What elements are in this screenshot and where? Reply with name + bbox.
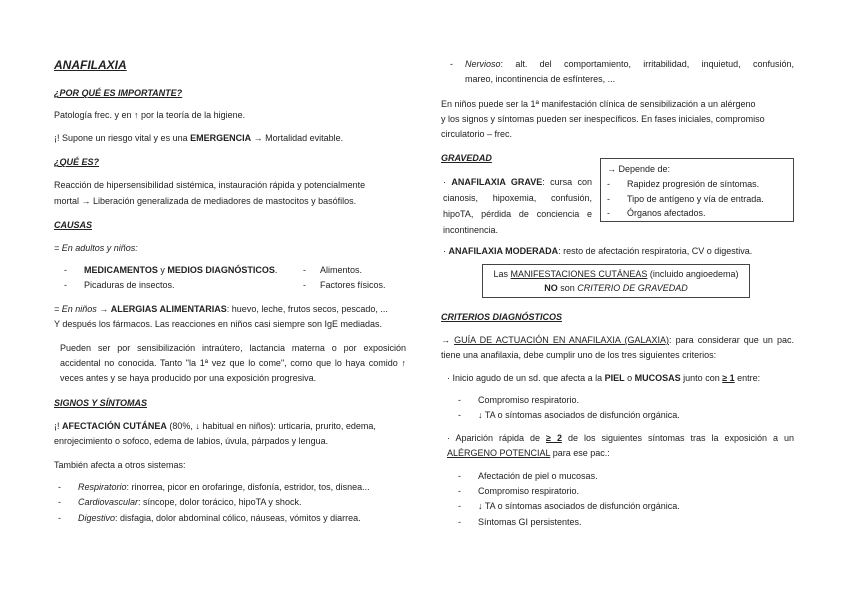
criterion-1: · Inicio agudo de un sd. que afecta a la PIEL o MUCOSAS junto con ≥ 1 entre: <box>447 373 761 383</box>
moderate-line: · ANAFILAXIA MODERADA: resto de afectación respiratoria, CV o digestiva. <box>443 246 753 256</box>
depends-item-2: Tipo de antígeno y vía de entrada. <box>627 194 764 204</box>
why-heading: ¿POR QUÉ ES IMPORTANTE? <box>54 88 183 98</box>
criterion-2-item-4: Síntomas GI persistentes. <box>478 517 582 527</box>
criterion-1-item-1: Compromiso respiratorio. <box>478 395 580 405</box>
adults-item-2: Picaduras de insectos. <box>84 280 175 290</box>
list-item: - <box>458 395 461 405</box>
list-item: - <box>58 482 61 492</box>
list-item: - <box>58 497 61 507</box>
cutaneous-note-box <box>482 264 750 298</box>
adults-item-1: MEDICAMENTOS y MEDIOS DIAGNÓSTICOS. <box>84 265 278 275</box>
skin-line-2: enrojecimiento o sofoco, edema de labios, úvula, párpados y lengua. <box>54 436 329 446</box>
criterion-2-line-1: · Aparición rápida de ≥ 2 de los siguientes síntomas tras la exposición a un <box>447 433 794 443</box>
infants-line-1: En niños puede ser la 1ª manifestación clínica de sensibilización a un alérgeno <box>441 99 756 109</box>
criterion-1-item-2: ↓ TA o síntomas asociados de disfunción orgánica. <box>478 410 680 420</box>
what-line-2: mortal → Liberación generalizada de mediadores de mastocitos y basófilos. <box>54 196 357 206</box>
nervous-line-1: Nervioso: alt. del comportamiento, irritabilidad, inquietud, confusión, <box>465 59 794 69</box>
list-item: - <box>64 265 67 275</box>
children-line-2: Y después los fármacos. Las reacciones en niños casi siempre son IgE mediadas. <box>54 319 383 329</box>
criterion-2-item-3: ↓ TA o síntomas asociados de disfunción orgánica. <box>478 501 680 511</box>
infants-line-3: circulatorio – frec. <box>441 129 513 139</box>
sensitization-paragraph: Pueden ser por sensibilización intraútero, lactancia materna o por exposición accidental no conocida. Tanto "la 1ª vez que lo come", como que lo haya comido ↑ veces antes y se haya producido por una exposición progresiva. <box>60 343 406 383</box>
list-item: - <box>607 179 610 189</box>
signs-heading: SIGNOS Y SÍNTOMAS <box>54 398 148 408</box>
list-item: - <box>607 194 610 204</box>
children-line-1: = En niños → ALERGIAS ALIMENTARIAS: huevo, leche, frutos secos, pescado, ... <box>54 304 388 314</box>
system-cardiovascular: Cardiovascular: síncope, dolor torácico, hipoTA y shock. <box>78 497 302 507</box>
guide-line-2: tiene una anafilaxia, debe cumplir uno de los tres siguientes criterios: <box>441 350 717 360</box>
why-line-2: ¡! Supone un riesgo vital y es una EMERGENCIA → Mortalidad evitable. <box>54 133 344 143</box>
list-item: - <box>303 280 306 290</box>
page-title: ANAFILAXIA <box>54 58 127 72</box>
system-digestive: Digestivo: disfagia, dolor abdominal cólico, náuseas, vómitos y diarrea. <box>78 513 361 523</box>
list-item: - <box>450 59 453 69</box>
list-item: - <box>607 208 610 218</box>
criterion-2-line-2: ALÉRGENO POTENCIAL para ese pac.: <box>447 448 610 458</box>
criterion-2-item-2: Compromiso respiratorio. <box>478 486 580 496</box>
causes-heading: CAUSAS <box>54 220 93 230</box>
depends-box <box>600 158 794 222</box>
depends-title: → Depende de: <box>607 164 671 174</box>
infants-line-2: y los signos y síntomas pueden ser inespecíficos. En fases iniciales, compromiso <box>441 114 765 124</box>
list-item: - <box>458 471 461 481</box>
list-item: - <box>458 517 461 527</box>
severity-heading: GRAVEDAD <box>441 153 492 163</box>
note-line-1: Las MANIFESTACIONES CUTÁNEAS (incluido angioedema) <box>493 269 739 279</box>
list-item: - <box>303 265 306 275</box>
note-line-2: NO son CRITERIO DE GRAVEDAD <box>544 283 688 293</box>
criteria-heading: CRITERIOS DIAGNÓSTICOS <box>441 312 563 322</box>
adults-item-4: Factores físicos. <box>320 280 386 290</box>
list-item: - <box>458 486 461 496</box>
grave-paragraph: · ANAFILAXIA GRAVE: cursa con cianosis, hipoxemia, confusión, hipoTA, pérdida de conciencia e incontinencia. <box>443 177 592 235</box>
what-line-1: Reacción de hipersensibilidad sistémica, instauración rápida y potencialmente <box>54 180 366 190</box>
what-heading: ¿QUÉ ES? <box>54 157 100 167</box>
depends-item-3: Órganos afectados. <box>627 208 706 218</box>
list-item: - <box>458 410 461 420</box>
adults-item-3: Alimentos. <box>320 265 363 275</box>
other-systems-intro: También afecta a otros sistemas: <box>54 460 186 470</box>
depends-item-1: Rapidez progresión de síntomas. <box>627 179 760 189</box>
criterion-2-item-1: Afectación de piel o mucosas. <box>478 471 598 481</box>
list-item: - <box>64 280 67 290</box>
nervous-line-2: mareo, incontinencia de esfínteres, ... <box>465 74 616 84</box>
list-item: - <box>458 501 461 511</box>
why-line-1: Patología frec. y en ↑ por la teoría de la higiene. <box>54 110 246 120</box>
system-respiratory: Respiratorio: rinorrea, picor en orofaringe, disfonía, estridor, tos, disnea... <box>78 482 370 492</box>
adults-intro: = En adultos y niños: <box>54 243 138 253</box>
guide-line-1: → GUÍA DE ACTUACIÓN EN ANAFILAXIA (GALAXIA): para considerar que un pac. <box>441 335 794 345</box>
list-item: - <box>58 513 61 523</box>
skin-line-1: ¡! AFECTACIÓN CUTÁNEA (80%, ↓ habitual en niños): urticaria, prurito, edema, <box>54 421 376 431</box>
